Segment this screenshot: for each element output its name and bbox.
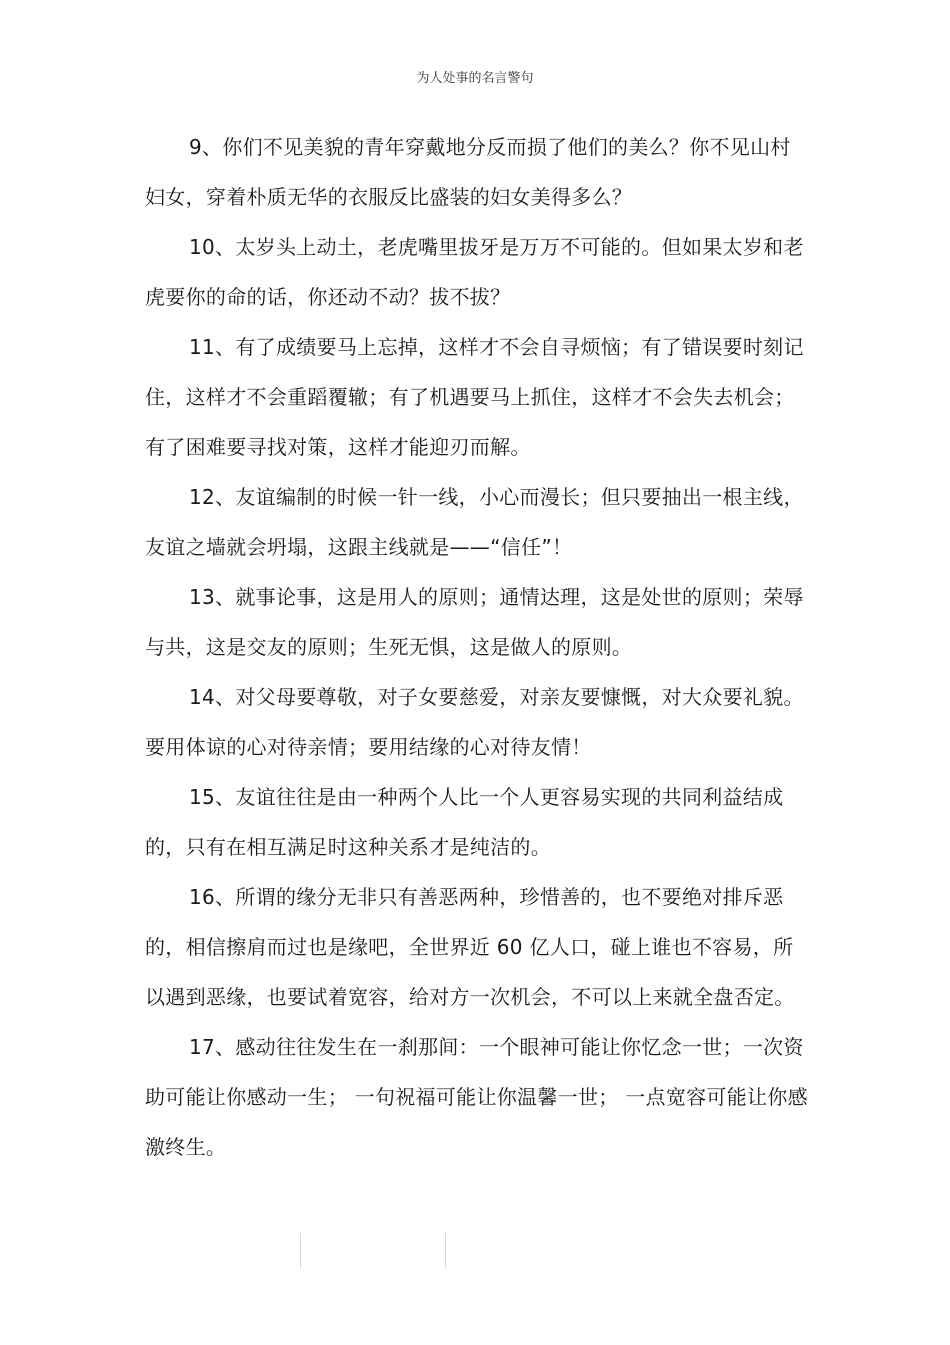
quote-paragraph-14: 14、对父母要尊敬，对子女要慈爱，对亲友要慷慨，对大众要礼貌。要用体谅的心对待亲情；要用结缘的心对待友情！ xyxy=(145,685,804,759)
quote-paragraph-17: 17、感动往往发生在一刹那间：一个眼神可能让你忆念一世；一次资助可能让你感动一生； 一句祝福可能让你温馨一世； 一点宽容可能让你感激终生。 xyxy=(145,1035,808,1159)
quote-paragraph-9: 9、你们不见美貌的青年穿戴地分反而损了他们的美么？你不见山村妇女，穿着朴质无华的衣服反比盛装的妇女美得多么？ xyxy=(145,135,791,209)
quote-paragraph-10: 10、太岁头上动土，老虎嘴里拔牙是万万不可能的。但如果太岁和老虎要你的命的话，你还动不动？拔不拔？ xyxy=(145,235,804,309)
quote-list xyxy=(145,122,810,1172)
quote-paragraph-11: 11、有了成绩要马上忘掉，这样才不会自寻烦恼；有了错误要时刻记住，这样才不会重蹈覆辙；有了机遇要马上抓住，这样才不会失去机会；有了困难要寻找对策，这样才能迎刃而解。 xyxy=(145,335,804,459)
quote-paragraph-15: 15、友谊往往是由一种两个人比一个人更容易实现的共同利益结成的，只有在相互满足时这种关系才是纯洁的。 xyxy=(145,785,784,859)
quote-paragraph-13: 13、就事论事，这是用人的原则；通情达理，这是处世的原则；荣辱与共，这是交友的原则；生死无惧，这是做人的原则。 xyxy=(145,585,804,659)
quote-paragraph-12: 12、友谊编制的时候一针一线，小心而漫长；但只要抽出一根主线，友谊之墙就会坍塌，这跟主线就是——“信任”！ xyxy=(145,485,804,559)
page-divider-mark-right xyxy=(445,1233,446,1269)
page-header-title: 为人处事的名言警句 xyxy=(416,71,534,86)
quote-paragraph-16: 16、所谓的缘分无非只有善恶两种，珍惜善的，也不要绝对排斥恶的，相信擦肩而过也是缘吧，全世界近 60 亿人口，碰上谁也不容易，所以遇到恶缘，也要试着宽容，给对方一次机会，不可以上来就全盘否定。 xyxy=(145,885,795,1009)
page-divider-mark-left xyxy=(300,1233,301,1269)
